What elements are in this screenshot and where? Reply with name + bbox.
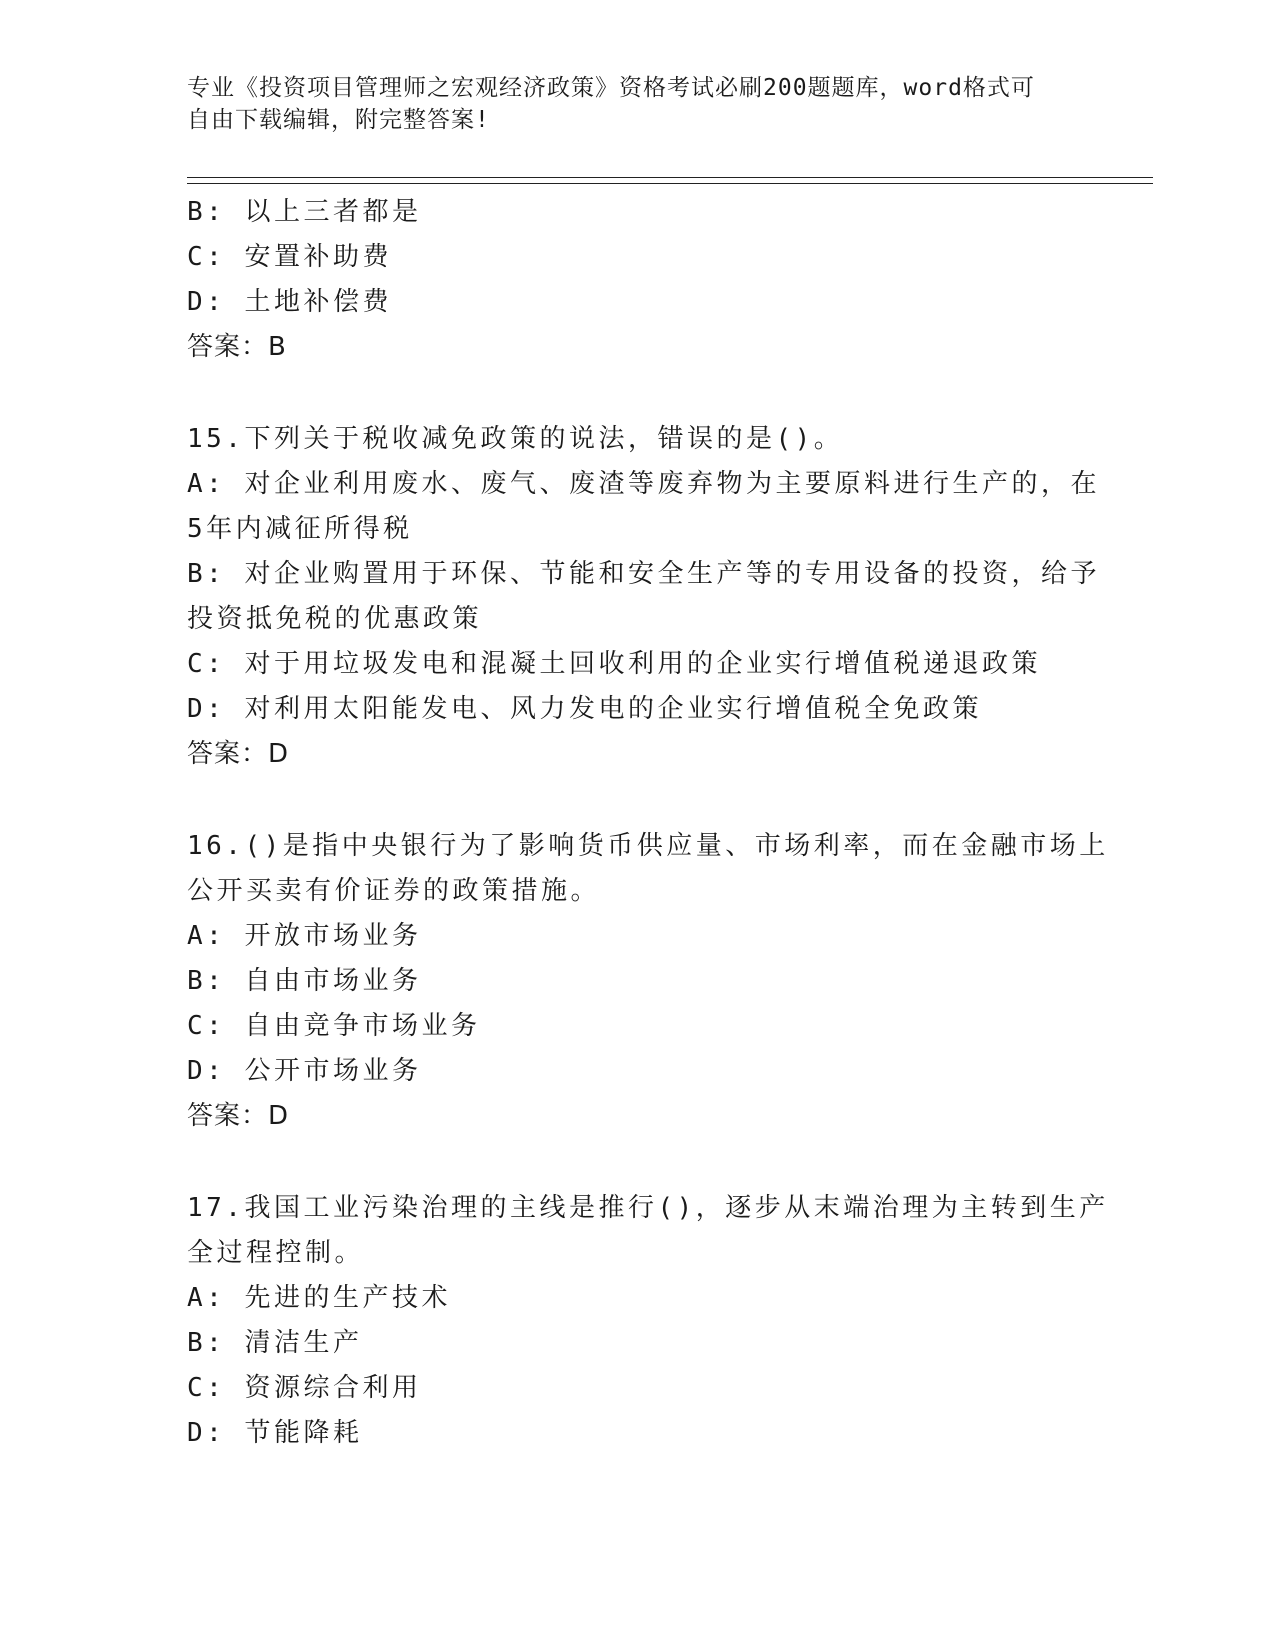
question-15-option-d: D: 对利用太阳能发电、风力发电的企业实行增值税全免政策 — [187, 694, 982, 724]
question-gap — [187, 370, 1067, 417]
question-17-stem-line-2: 全过程控制。 — [187, 1238, 365, 1268]
header-divider-top — [187, 177, 1153, 178]
question-15-stem: 15.下列关于税收减免政策的说法，错误的是()。 — [187, 424, 844, 454]
question-15-option-a-line-1: A: 对企业利用废水、废气、废渣等废弃物为主要原料进行生产的，在 — [187, 469, 1100, 499]
question-15-option-a-line-2: 5年内减征所得税 — [187, 514, 413, 544]
question-15-option-b-line-2: 投资抵免税的优惠政策 — [187, 604, 483, 634]
page-header — [187, 72, 1067, 136]
header-divider-bottom — [187, 183, 1153, 184]
question-17-stem-line-1: 17.我国工业污染治理的主线是推行()，逐步从末端治理为主转到生产 — [187, 1193, 1109, 1223]
question-gap — [187, 1139, 1067, 1186]
question-16-option-c: C: 自由竞争市场业务 — [187, 1011, 481, 1041]
question-16-option-a: A: 开放市场业务 — [187, 921, 422, 951]
question-15-option-c: C: 对于用垃圾发电和混凝土回收利用的企业实行增值税递退政策 — [187, 649, 1041, 679]
question-17 — [187, 1186, 1109, 1456]
question-17-option-b: B: 清洁生产 — [187, 1328, 363, 1358]
question-gap — [187, 777, 1067, 824]
question-15-option-b-line-1: B: 对企业购置用于环保、节能和安全生产等的专用设备的投资，给予 — [187, 559, 1100, 589]
header-title-line-1: 专业《投资项目管理师之宏观经济政策》资格考试必刷200题题库，word格式可 — [187, 75, 1035, 101]
question-14 — [187, 190, 1067, 370]
header-title-line-2: 自由下载编辑，附完整答案! — [187, 107, 490, 133]
question-15-answer: 答案：D — [187, 739, 290, 769]
question-14-option-c: C: 安置补助费 — [187, 242, 392, 272]
question-14-answer: 答案：B — [187, 332, 287, 362]
question-14-option-d: D: 土地补偿费 — [187, 287, 392, 317]
question-16-answer: 答案：D — [187, 1101, 290, 1131]
question-17-option-a: A: 先进的生产技术 — [187, 1283, 451, 1313]
question-17-option-d: D: 节能降耗 — [187, 1418, 363, 1448]
question-16-stem-line-2: 公开买卖有价证券的政策措施。 — [187, 876, 601, 906]
question-16-option-d: D: 公开市场业务 — [187, 1056, 422, 1086]
question-16-option-b: B: 自由市场业务 — [187, 966, 422, 996]
question-15 — [187, 417, 1100, 777]
question-list — [187, 190, 1109, 1456]
question-14-option-b: B: 以上三者都是 — [187, 197, 422, 227]
question-16-stem-line-1: 16.()是指中央银行为了影响货币供应量、市场利率，而在金融市场上 — [187, 831, 1109, 861]
question-17-option-c: C: 资源综合利用 — [187, 1373, 422, 1403]
question-16 — [187, 824, 1109, 1139]
